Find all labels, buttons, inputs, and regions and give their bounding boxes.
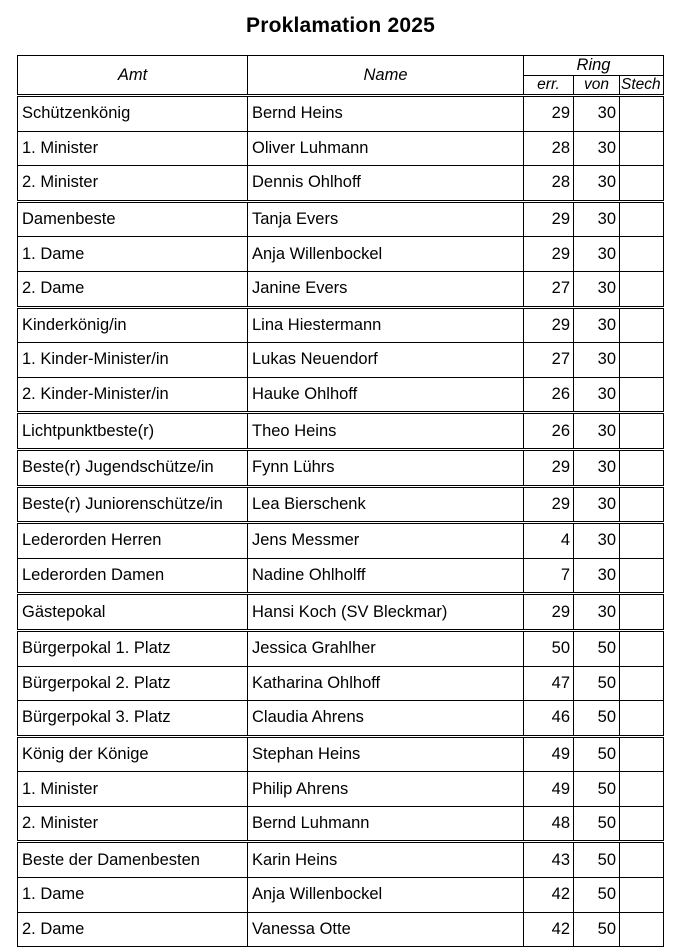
cell-err: 50	[524, 630, 574, 666]
table-row	[18, 630, 664, 666]
cell-name: Janine Evers	[248, 271, 524, 307]
table-row	[18, 307, 664, 343]
cell-amt: Damenbeste	[18, 201, 248, 237]
cell-stech	[620, 486, 664, 523]
cell-amt: Beste(r) Jugendschütze/in	[18, 449, 248, 486]
table-row	[18, 377, 664, 413]
cell-err: 29	[524, 237, 574, 272]
cell-err: 47	[524, 666, 574, 701]
header-name: Name	[248, 56, 524, 96]
cell-von: 30	[574, 486, 620, 523]
cell-amt: Schützenkönig	[18, 96, 248, 132]
cell-von: 30	[574, 166, 620, 202]
cell-stech	[620, 166, 664, 202]
results-table	[17, 55, 664, 947]
table-row	[18, 343, 664, 378]
cell-von: 30	[574, 271, 620, 307]
cell-von: 30	[574, 523, 620, 559]
cell-err: 42	[524, 912, 574, 947]
cell-stech	[620, 772, 664, 807]
cell-name: Hauke Ohlhoff	[248, 377, 524, 413]
cell-stech	[620, 736, 664, 772]
cell-err: 43	[524, 842, 574, 878]
cell-von: 50	[574, 666, 620, 701]
cell-err: 48	[524, 806, 574, 842]
cell-name: Claudia Ahrens	[248, 701, 524, 737]
cell-stech	[620, 630, 664, 666]
cell-stech	[620, 237, 664, 272]
table-row	[18, 449, 664, 486]
cell-amt: Beste der Damenbesten	[18, 842, 248, 878]
table-row	[18, 701, 664, 737]
table-header	[18, 56, 664, 96]
cell-stech	[620, 343, 664, 378]
cell-name: Anja Willenbockel	[248, 878, 524, 913]
cell-von: 30	[574, 237, 620, 272]
cell-amt: König der Könige	[18, 736, 248, 772]
cell-amt: 1. Minister	[18, 131, 248, 166]
cell-name: Tanja Evers	[248, 201, 524, 237]
cell-stech	[620, 878, 664, 913]
cell-stech	[620, 912, 664, 947]
cell-von: 50	[574, 878, 620, 913]
cell-amt: Gästepokal	[18, 594, 248, 631]
cell-name: Lea Bierschenk	[248, 486, 524, 523]
cell-name: Dennis Ohlhoff	[248, 166, 524, 202]
cell-von: 30	[574, 131, 620, 166]
cell-stech	[620, 558, 664, 594]
cell-stech	[620, 131, 664, 166]
cell-amt: 2. Dame	[18, 271, 248, 307]
cell-err: 4	[524, 523, 574, 559]
cell-amt: 1. Kinder-Minister/in	[18, 343, 248, 378]
cell-von: 30	[574, 201, 620, 237]
cell-err: 29	[524, 201, 574, 237]
table-body	[18, 96, 664, 947]
cell-name: Karin Heins	[248, 842, 524, 878]
cell-amt: 2. Minister	[18, 806, 248, 842]
cell-von: 30	[574, 343, 620, 378]
header-von: von	[574, 76, 620, 96]
cell-amt: Kinderkönig/in	[18, 307, 248, 343]
cell-von: 50	[574, 912, 620, 947]
table-row	[18, 237, 664, 272]
cell-von: 50	[574, 701, 620, 737]
cell-name: Bernd Luhmann	[248, 806, 524, 842]
cell-stech	[620, 201, 664, 237]
table-row	[18, 413, 664, 450]
cell-amt: Lichtpunktbeste(r)	[18, 413, 248, 450]
cell-von: 30	[574, 96, 620, 132]
table-row	[18, 594, 664, 631]
cell-err: 26	[524, 377, 574, 413]
cell-stech	[620, 413, 664, 450]
cell-amt: Lederorden Herren	[18, 523, 248, 559]
table-row	[18, 912, 664, 947]
cell-amt: Bürgerpokal 2. Platz	[18, 666, 248, 701]
cell-amt: 1. Dame	[18, 878, 248, 913]
cell-amt: Lederorden Damen	[18, 558, 248, 594]
table-row	[18, 96, 664, 132]
cell-amt: 1. Dame	[18, 237, 248, 272]
cell-von: 30	[574, 377, 620, 413]
cell-amt: 2. Dame	[18, 912, 248, 947]
cell-amt: Bürgerpokal 1. Platz	[18, 630, 248, 666]
cell-err: 29	[524, 307, 574, 343]
cell-von: 50	[574, 806, 620, 842]
cell-err: 46	[524, 701, 574, 737]
cell-err: 28	[524, 166, 574, 202]
cell-von: 50	[574, 630, 620, 666]
header-err: err.	[524, 76, 574, 96]
table-row	[18, 523, 664, 559]
cell-amt: Beste(r) Juniorenschütze/in	[18, 486, 248, 523]
table-row	[18, 878, 664, 913]
cell-name: Theo Heins	[248, 413, 524, 450]
cell-stech	[620, 806, 664, 842]
cell-err: 29	[524, 449, 574, 486]
cell-stech	[620, 842, 664, 878]
cell-name: Lina Hiestermann	[248, 307, 524, 343]
cell-stech	[620, 271, 664, 307]
cell-von: 30	[574, 449, 620, 486]
cell-err: 29	[524, 96, 574, 132]
cell-err: 27	[524, 271, 574, 307]
cell-err: 26	[524, 413, 574, 450]
cell-von: 30	[574, 594, 620, 631]
header-stech: Stech	[620, 76, 664, 96]
header-amt: Amt	[18, 56, 248, 96]
cell-name: Hansi Koch (SV Bleckmar)	[248, 594, 524, 631]
table-row	[18, 271, 664, 307]
cell-name: Bernd Heins	[248, 96, 524, 132]
cell-von: 50	[574, 772, 620, 807]
cell-amt: 2. Kinder-Minister/in	[18, 377, 248, 413]
page-title: Proklamation 2025	[246, 14, 435, 37]
cell-name: Oliver Luhmann	[248, 131, 524, 166]
cell-stech	[620, 307, 664, 343]
table-row	[18, 806, 664, 842]
cell-name: Anja Willenbockel	[248, 237, 524, 272]
cell-amt: 2. Minister	[18, 166, 248, 202]
header-ring: Ring	[524, 56, 664, 76]
cell-stech	[620, 449, 664, 486]
cell-name: Fynn Lührs	[248, 449, 524, 486]
table-row	[18, 201, 664, 237]
cell-von: 50	[574, 736, 620, 772]
cell-name: Stephan Heins	[248, 736, 524, 772]
table-row	[18, 736, 664, 772]
cell-name: Nadine Ohlholff	[248, 558, 524, 594]
table-row	[18, 558, 664, 594]
cell-name: Philip Ahrens	[248, 772, 524, 807]
cell-stech	[620, 666, 664, 701]
cell-name: Katharina Ohlhoff	[248, 666, 524, 701]
table-row	[18, 486, 664, 523]
cell-err: 49	[524, 736, 574, 772]
cell-err: 49	[524, 772, 574, 807]
cell-stech	[620, 523, 664, 559]
cell-err: 42	[524, 878, 574, 913]
cell-von: 30	[574, 307, 620, 343]
cell-name: Vanessa Otte	[248, 912, 524, 947]
cell-err: 29	[524, 594, 574, 631]
cell-von: 30	[574, 558, 620, 594]
cell-amt: Bürgerpokal 3. Platz	[18, 701, 248, 737]
cell-err: 29	[524, 486, 574, 523]
cell-von: 30	[574, 413, 620, 450]
cell-amt: 1. Minister	[18, 772, 248, 807]
cell-name: Jens Messmer	[248, 523, 524, 559]
cell-stech	[620, 96, 664, 132]
cell-name: Lukas Neuendorf	[248, 343, 524, 378]
cell-von: 50	[574, 842, 620, 878]
cell-err: 7	[524, 558, 574, 594]
cell-err: 28	[524, 131, 574, 166]
cell-err: 27	[524, 343, 574, 378]
cell-stech	[620, 701, 664, 737]
table-row	[18, 772, 664, 807]
table-row	[18, 166, 664, 202]
table-row	[18, 131, 664, 166]
table-row	[18, 666, 664, 701]
table-row	[18, 842, 664, 878]
cell-stech	[620, 594, 664, 631]
cell-stech	[620, 377, 664, 413]
cell-name: Jessica Grahlher	[248, 630, 524, 666]
